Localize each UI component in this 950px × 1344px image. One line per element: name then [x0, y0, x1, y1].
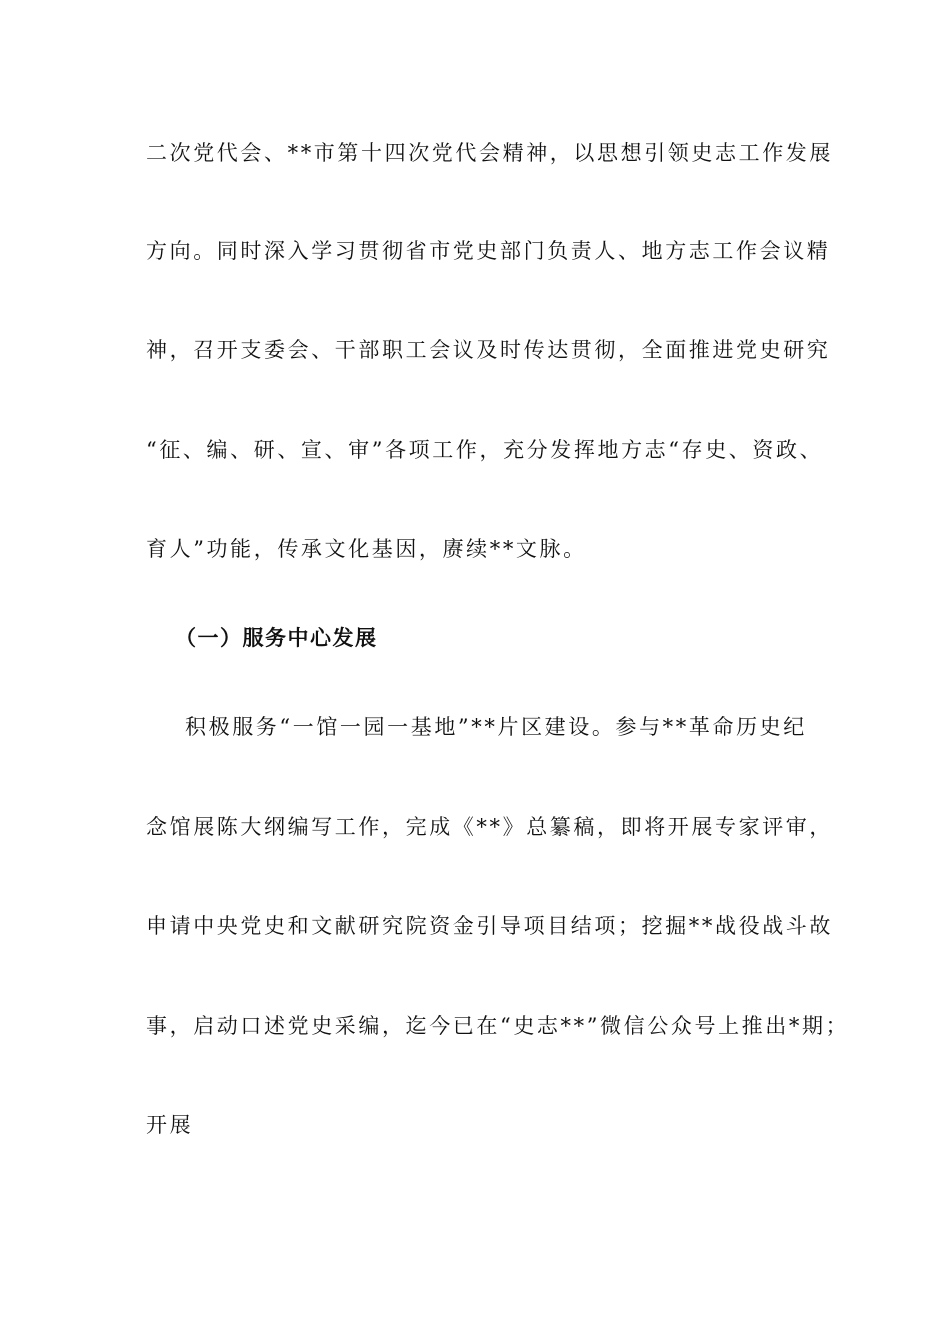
paragraph-line: “征、编、研、宣、审”各项工作，充分发挥地方志“存史、资政、	[146, 438, 824, 462]
paragraph-line: 申请中央党史和文献研究院资金引导项目结项；挖掘**战役战斗故	[146, 914, 833, 938]
paragraph-line: 神，召开支委会、干部职工会议及时传达贯彻，全面推进党史研究	[146, 338, 831, 362]
paragraph-line: 念馆展陈大纲编写工作，完成《**》总纂稿，即将开展专家评审，	[146, 815, 833, 839]
paragraph-line: 积极服务“一馆一园一基地”**片区建设。参与**革命历史纪	[185, 715, 807, 739]
paragraph-line: 二次党代会、**市第十四次党代会精神，以思想引领史志工作发展	[146, 141, 833, 165]
paragraph-line: 事，启动口述党史采编，迄今已在“史志**”微信公众号上推出*期；	[146, 1014, 850, 1038]
paragraph-line: 育人”功能，传承文化基因，赓续**文脉。	[146, 537, 587, 561]
paragraph-line: 方向。同时深入学习贯彻省市党史部门负责人、地方志工作会议精	[146, 239, 831, 263]
section-heading: （一）服务中心发展	[175, 626, 378, 650]
paragraph-line: 开展	[146, 1113, 194, 1137]
